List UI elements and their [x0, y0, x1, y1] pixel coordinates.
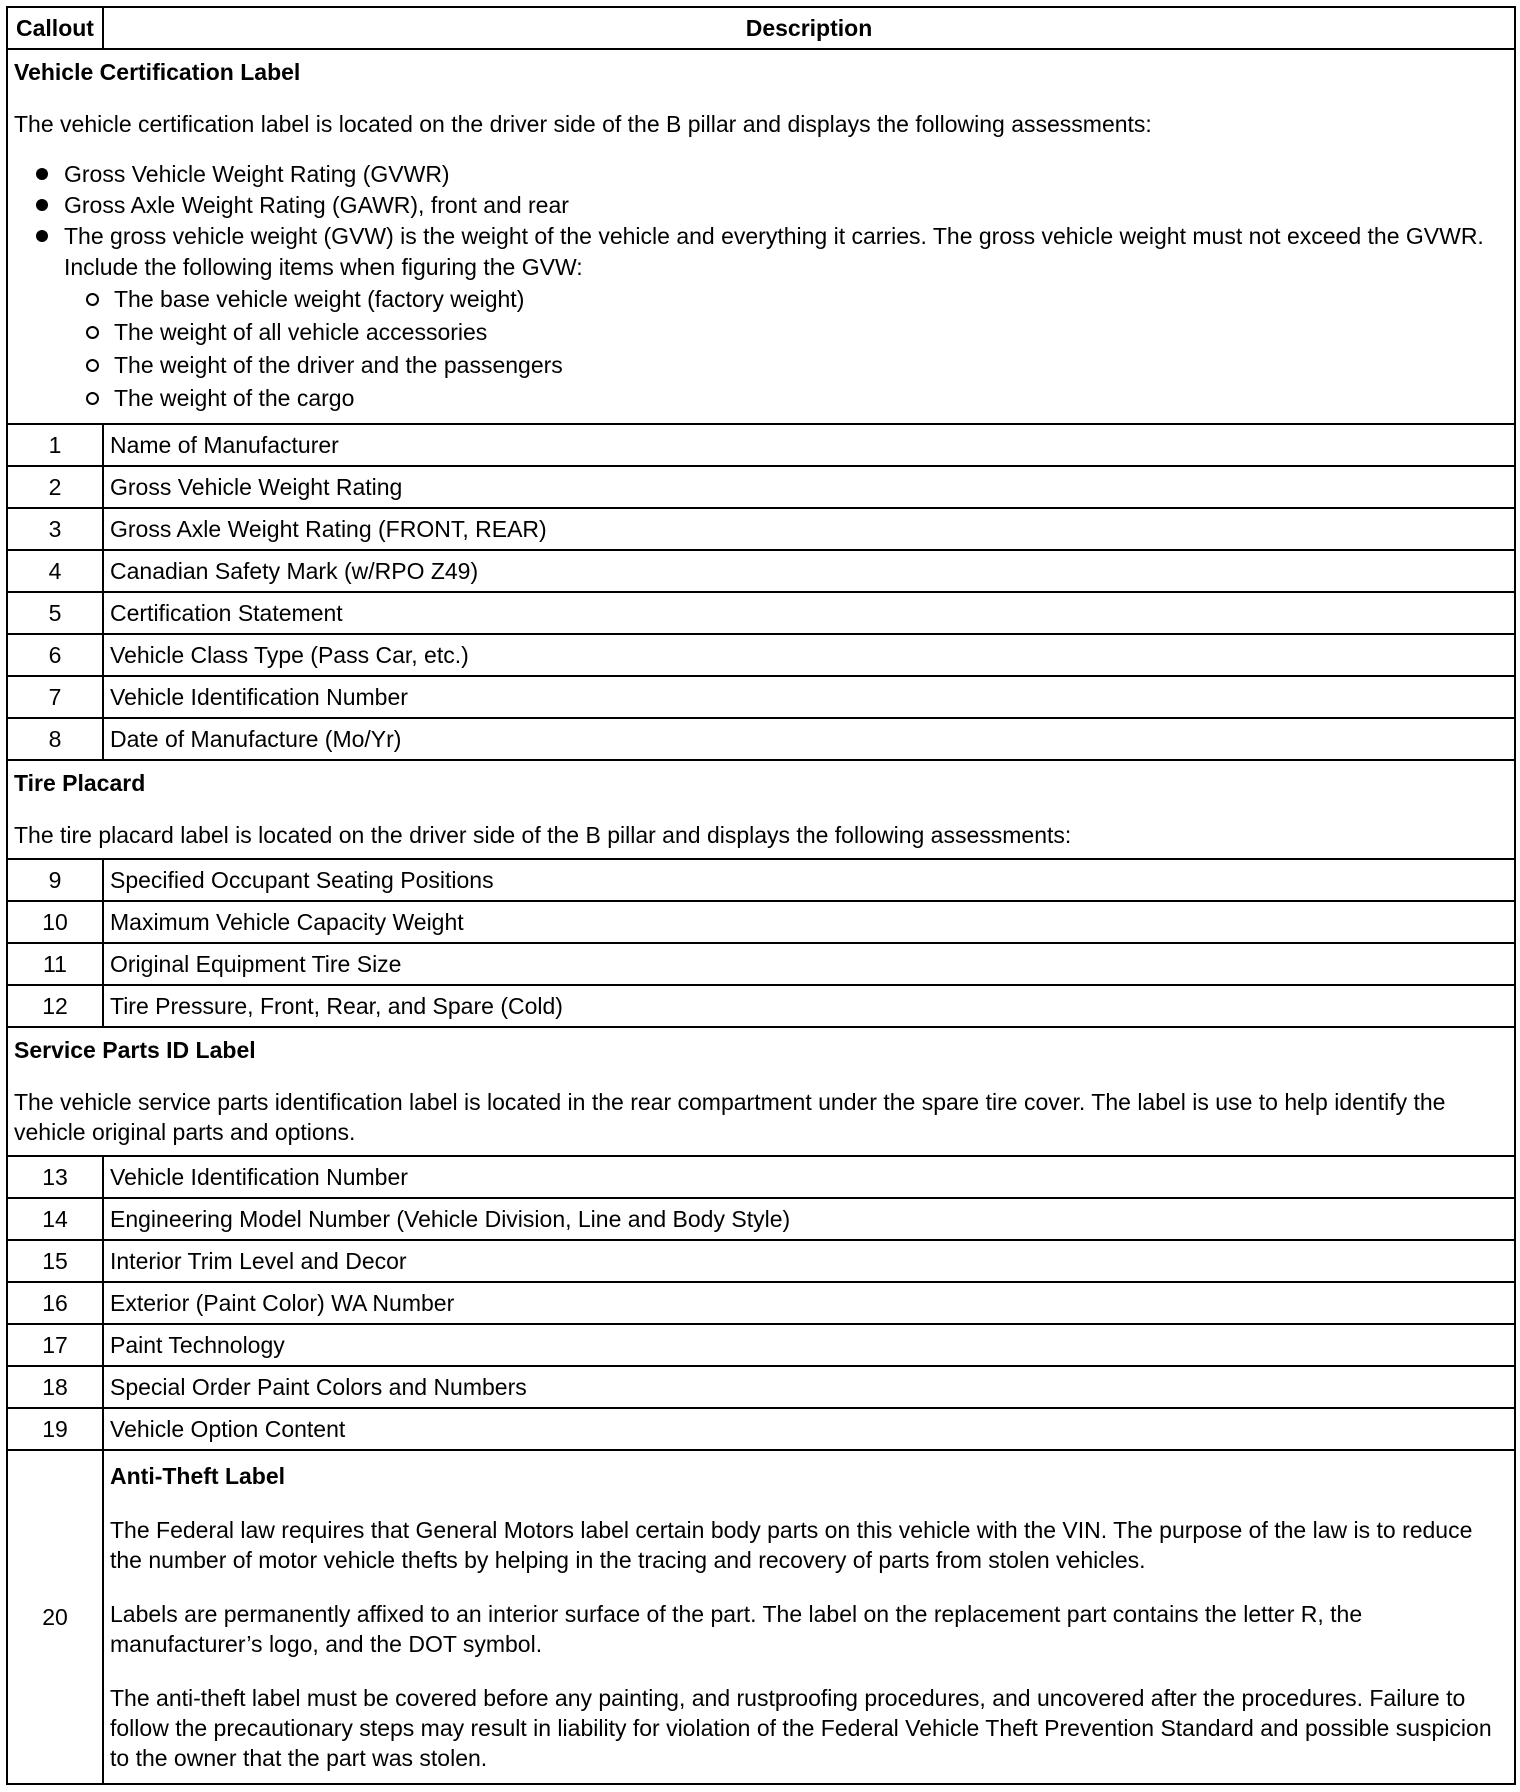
bullet-item: Gross Axle Weight Rating (GAWR), front and rear	[14, 190, 1508, 221]
table-row	[7, 592, 1515, 634]
table-row	[7, 1198, 1515, 1240]
bullet-text: The gross vehicle weight (GVW) is the weight of the vehicle and everything it carries. The gross vehicle weight must not exceed the GVWR. Include the following items when figuring the GVW:	[64, 223, 1484, 280]
callout-number: 6	[7, 634, 103, 676]
table-row	[7, 859, 1515, 901]
bullet-list	[14, 159, 1508, 415]
section-row-vehicle-certification	[7, 49, 1515, 424]
callout-description: Vehicle Option Content	[103, 1408, 1515, 1450]
table-row-anti-theft	[7, 1450, 1515, 1784]
callout-header: Callout	[7, 7, 103, 49]
sub-bullet-item: The base vehicle weight (factory weight)	[64, 283, 1508, 316]
bullet-item-gvw	[14, 221, 1508, 415]
anti-theft-title: Anti-Theft Label	[110, 1463, 286, 1489]
callout-description: Engineering Model Number (Vehicle Division, Line and Body Style)	[103, 1198, 1515, 1240]
section-row-service-parts	[7, 1027, 1515, 1156]
section-title: Tire Placard	[14, 770, 146, 796]
callout-number: 16	[7, 1282, 103, 1324]
section-title: Service Parts ID Label	[14, 1037, 256, 1063]
callout-number: 15	[7, 1240, 103, 1282]
section-cell	[7, 49, 1515, 424]
callout-description: Date of Manufacture (Mo/Yr)	[103, 718, 1515, 760]
sub-bullet-item: The weight of all vehicle accessories	[64, 316, 1508, 349]
table-row	[7, 1156, 1515, 1198]
callout-number: 11	[7, 943, 103, 985]
section-row-tire-placard	[7, 760, 1515, 859]
callout-number: 10	[7, 901, 103, 943]
table-row	[7, 1408, 1515, 1450]
table-row	[7, 424, 1515, 466]
anti-theft-paragraph: The Federal law requires that General Motors label certain body parts on this vehicle with the VIN. The purpose of the law is to reduce the number of motor vehicle thefts by helping in the tracing and recovery of parts from stolen vehicles.	[110, 1517, 1473, 1573]
callout-description: Certification Statement	[103, 592, 1515, 634]
table-row	[7, 985, 1515, 1027]
section-intro: The tire placard label is located on the driver side of the B pillar and displays the following assessments:	[14, 822, 1072, 848]
callout-description: Specified Occupant Seating Positions	[103, 859, 1515, 901]
callout-number: 17	[7, 1324, 103, 1366]
table-row	[7, 634, 1515, 676]
callout-number: 18	[7, 1366, 103, 1408]
callout-number: 1	[7, 424, 103, 466]
callout-number: 3	[7, 508, 103, 550]
anti-theft-paragraph: The anti-theft label must be covered before any painting, and rustproofing procedures, and uncovered after the procedures. Failure to follow the precautionary steps may result in liability for violation of the Federal Vehicle Theft Prevention Standard and possible suspicion to the owner that the part was stolen.	[110, 1685, 1492, 1771]
table-row	[7, 466, 1515, 508]
callout-description: Vehicle Class Type (Pass Car, etc.)	[103, 634, 1515, 676]
table-row	[7, 943, 1515, 985]
callout-number: 12	[7, 985, 103, 1027]
sub-bullet-item: The weight of the cargo	[64, 382, 1508, 415]
callout-description: Tire Pressure, Front, Rear, and Spare (Cold)	[103, 985, 1515, 1027]
section-cell	[7, 760, 1515, 859]
callout-number: 7	[7, 676, 103, 718]
sub-bullet-list	[64, 283, 1508, 415]
section-cell	[7, 1027, 1515, 1156]
section-intro: The vehicle certification label is located on the driver side of the B pillar and displays the following assessments:	[14, 111, 1152, 137]
table-row	[7, 1282, 1515, 1324]
table-row	[7, 1324, 1515, 1366]
table-row	[7, 676, 1515, 718]
header-row	[7, 7, 1515, 49]
callout-description: Gross Axle Weight Rating (FRONT, REAR)	[103, 508, 1515, 550]
sub-bullet-item: The weight of the driver and the passengers	[64, 349, 1508, 382]
callout-description: Vehicle Identification Number	[103, 676, 1515, 718]
table-row	[7, 550, 1515, 592]
callout-description: Interior Trim Level and Decor	[103, 1240, 1515, 1282]
description-header: Description	[103, 7, 1515, 49]
table-row	[7, 508, 1515, 550]
section-intro: The vehicle service parts identification label is located in the rear compartment under the spare tire cover. The label is use to help identify the vehicle original parts and options.	[14, 1089, 1446, 1145]
anti-theft-paragraph: Labels are permanently affixed to an interior surface of the part. The label on the replacement part contains the letter R, the manufacturer’s logo, and the DOT symbol.	[110, 1601, 1363, 1657]
anti-theft-cell	[103, 1450, 1515, 1784]
callout-description: Exterior (Paint Color) WA Number	[103, 1282, 1515, 1324]
callout-table	[6, 6, 1516, 1785]
callout-number: 20	[7, 1450, 103, 1784]
table-row	[7, 1240, 1515, 1282]
table-row	[7, 718, 1515, 760]
callout-number: 14	[7, 1198, 103, 1240]
callout-description: Vehicle Identification Number	[103, 1156, 1515, 1198]
callout-description: Name of Manufacturer	[103, 424, 1515, 466]
callout-number: 9	[7, 859, 103, 901]
callout-number: 2	[7, 466, 103, 508]
table-row	[7, 1366, 1515, 1408]
section-title: Vehicle Certification Label	[14, 59, 301, 85]
callout-number: 19	[7, 1408, 103, 1450]
callout-description: Gross Vehicle Weight Rating	[103, 466, 1515, 508]
callout-number: 13	[7, 1156, 103, 1198]
callout-description: Original Equipment Tire Size	[103, 943, 1515, 985]
callout-number: 8	[7, 718, 103, 760]
callout-number: 4	[7, 550, 103, 592]
callout-description: Canadian Safety Mark (w/RPO Z49)	[103, 550, 1515, 592]
callout-description: Special Order Paint Colors and Numbers	[103, 1366, 1515, 1408]
table-row	[7, 901, 1515, 943]
callout-number: 5	[7, 592, 103, 634]
bullet-item: Gross Vehicle Weight Rating (GVWR)	[14, 159, 1508, 190]
callout-description: Maximum Vehicle Capacity Weight	[103, 901, 1515, 943]
callout-description: Paint Technology	[103, 1324, 1515, 1366]
